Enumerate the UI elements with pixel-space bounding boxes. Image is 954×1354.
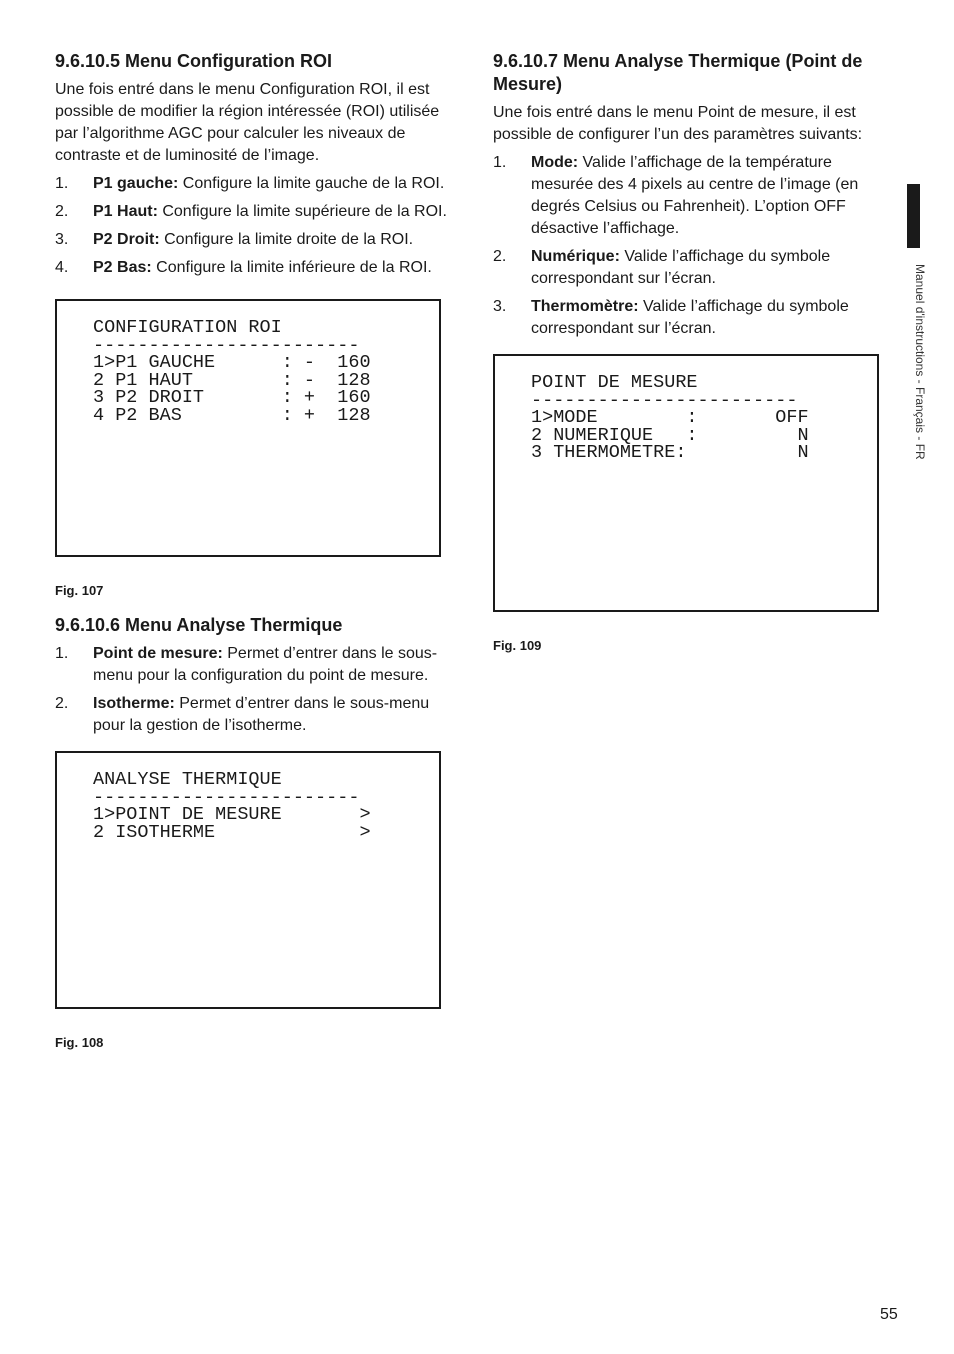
- fig-caption: Fig. 107: [55, 583, 104, 598]
- list-roi: [55, 173, 463, 279]
- sidebar-label: Manuel d'instructions - Français - FR: [913, 264, 927, 460]
- left-column: [55, 50, 463, 1066]
- sidebar-tab-marker: [907, 184, 920, 248]
- list-item: 2. P1 Haut: Configure la limite supérieure de la ROI.: [55, 203, 447, 220]
- page-number: 55: [880, 1306, 898, 1323]
- heading-thermal: 9.6.10.6 Menu Analyse Thermique: [55, 615, 343, 635]
- fig-caption: Fig. 108: [55, 1035, 104, 1050]
- list-thermal: [55, 643, 463, 737]
- osd-screen-thermal: ANALYSE THERMIQUE ------------------------ 1>POINT DE MESURE > 2 ISOTHERME >: [55, 751, 441, 1009]
- fig-caption: Fig. 109: [493, 638, 542, 653]
- list-item: 3. P2 Droit: Configure la limite droite de la ROI.: [55, 231, 414, 248]
- list-item: 1. Point de mesure: Permet d’entrer dans le sous-menu pour la configuration du point de mesure.: [55, 645, 438, 684]
- list-item: 3. Thermomètre: Valide l’affichage du symbole correspondant sur l’écran.: [493, 298, 849, 337]
- intro-point: Une fois entré dans le menu Point de mesure, il est possible de configurer l’un des paramètres suivants:: [493, 104, 863, 143]
- heading-point: 9.6.10.7 Menu Analyse Thermique (Point de Mesure): [493, 51, 863, 94]
- list-point: [493, 152, 893, 340]
- osd-screen-roi: CONFIGURATION ROI ------------------------ 1>P1 GAUCHE : - 160 2 P1 HAUT : - 128 3 P2 DROIT : + 160 4 P2 BAS : + 128: [55, 299, 441, 557]
- list-item: 2. Isotherme: Permet d’entrer dans le sous-menu pour la gestion de l’isotherme.: [55, 695, 430, 734]
- heading-roi: 9.6.10.5 Menu Configuration ROI: [55, 51, 333, 71]
- list-item: 1. Mode: Valide l’affichage de la température mesurée des 4 pixels au centre de l’image (en degrés Celsius ou Fahrenheit). L’option OFF désactive l’affichage.: [493, 154, 859, 237]
- list-item: 4. P2 Bas: Configure la limite inférieure de la ROI.: [55, 259, 432, 276]
- right-column: [493, 50, 893, 669]
- intro-roi: Une fois entré dans le menu Configuration ROI, il est possible de modifier la région intéressée (ROI) utilisée par l’algorithme AGC pour calculer les niveaux de contraste et de luminosité de l’image.: [55, 81, 440, 164]
- osd-screen-point: POINT DE MESURE ------------------------ 1>MODE : OFF 2 NUMERIQUE : N 3 THERMOMETRE: N: [493, 354, 879, 612]
- list-item: 1. P1 gauche: Configure la limite gauche de la ROI.: [55, 175, 445, 192]
- list-item: 2. Numérique: Valide l’affichage du symbole correspondant sur l’écran.: [493, 248, 831, 287]
